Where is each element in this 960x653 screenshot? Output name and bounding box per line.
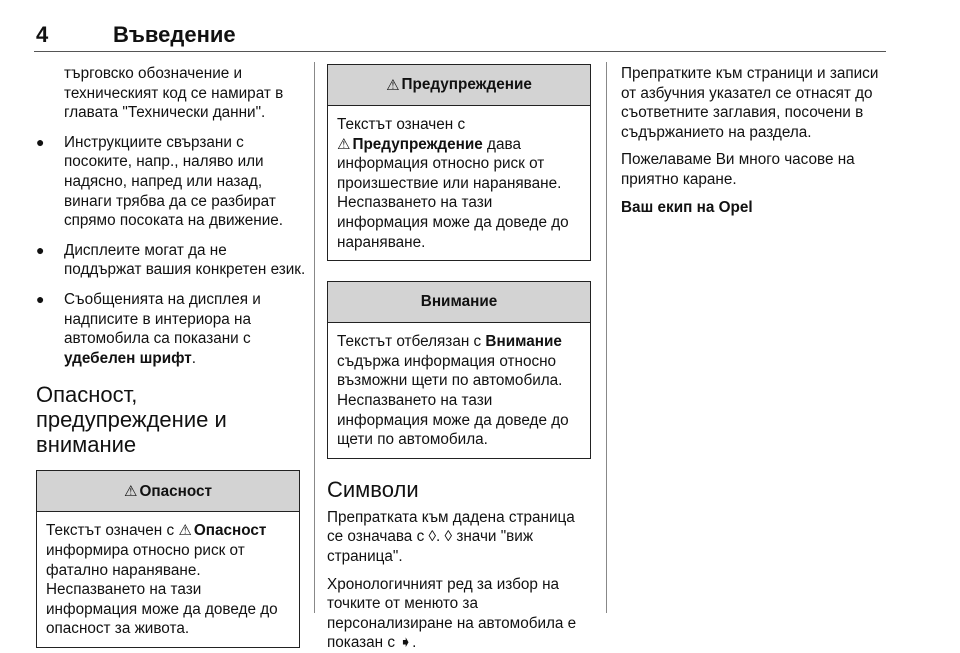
danger-box-header (37, 471, 299, 512)
bold-term: удебелен шрифт (64, 349, 192, 367)
caution-box (327, 281, 591, 459)
warning-text-start: Текстът означен с (337, 116, 466, 133)
list-item-text: Съобщенията на дисплея и надписите в интериора на автомобила са показани с (64, 290, 261, 348)
danger-text-end: информира относно риск от фатално нараняване. Неспазването на тази информация може да доведе до опасност за живота. (46, 541, 278, 638)
warning-box (327, 64, 591, 261)
paragraph: Препратката към дадена страница се означава с ◊. ◊ значи "виж страница". (327, 508, 575, 565)
column-right (621, 64, 889, 217)
list-item (36, 133, 306, 231)
caution-text-start: Текстът отбелязан с (337, 333, 486, 351)
caution-box-header (328, 282, 590, 323)
warning-box-header (328, 65, 590, 106)
warning-box-title: Предупреждение (401, 76, 532, 94)
warning-text-end: дава информация относно риск от произшествие или нараняване. Неспазването на тази информация може да доведе до нараняване. (337, 135, 569, 251)
page-header (0, 0, 960, 52)
header-rule (34, 51, 886, 52)
warning-triangle-icon: ⚠ (178, 522, 192, 540)
paragraph: Хронологичният ред за избор на точките от менюто за персонализиране на автомобила е показан с ➧. (327, 575, 577, 652)
list-item-text: Дисплеите могат да не поддържат вашия конкретен език. (64, 241, 306, 279)
section-heading: Символи (327, 476, 419, 502)
warning-triangle-icon: ⚠ (124, 482, 138, 500)
bold-term: Опасност (193, 522, 267, 540)
danger-text-start: Текстът означен с (46, 522, 179, 540)
warning-box-body (328, 106, 590, 260)
danger-box (36, 470, 300, 648)
paragraph: Препратките към страници и записи от азбучния указател се отнасят до съответните заглавия, посочени в съдържанието на раздела. (621, 65, 879, 141)
list-item (36, 241, 306, 280)
bullet-list (36, 133, 306, 369)
running-title: Въведение (113, 22, 236, 47)
continuation-text: търговско обозначение и техническият код се намират в главата "Технически данни". (64, 65, 284, 122)
caution-box-title: Внимание (420, 293, 498, 311)
caution-box-body (328, 323, 590, 458)
paragraph: Пожелаваме Ви много часове на приятно каране. (621, 151, 855, 188)
column-left (36, 64, 306, 648)
list-item-text-end: . (191, 349, 197, 367)
column-middle (327, 64, 595, 653)
warning-triangle-icon: ⚠ (386, 76, 400, 94)
caution-text-end: съдържа информация относно възможни щети по автомобила. Неспазването на тази информация може да доведе до щети по автомобила. (337, 352, 569, 449)
bold-term: Внимание (485, 333, 562, 351)
warning-triangle-icon: ⚠ (337, 135, 351, 153)
bullet-icon: ● (36, 290, 45, 307)
bullet-icon: ● (36, 133, 45, 150)
section-heading: Опасност, предупреждение и внимание (36, 382, 227, 458)
danger-box-title: Опасност (139, 482, 212, 500)
signature: Ваш екип на Opel (621, 198, 753, 216)
danger-box-body (37, 512, 299, 647)
column-divider (314, 62, 315, 613)
list-item-text: Инструкциите свързани с посоките, напр., наляво или надясно, напред или назад, винаги трябва да се разбират спрямо посоката на движение. (64, 133, 284, 230)
column-divider (606, 62, 607, 613)
page-number: 4 (36, 22, 49, 47)
bold-term: Предупреждение (352, 135, 483, 153)
list-item (36, 290, 306, 368)
bullet-icon: ● (36, 241, 45, 258)
